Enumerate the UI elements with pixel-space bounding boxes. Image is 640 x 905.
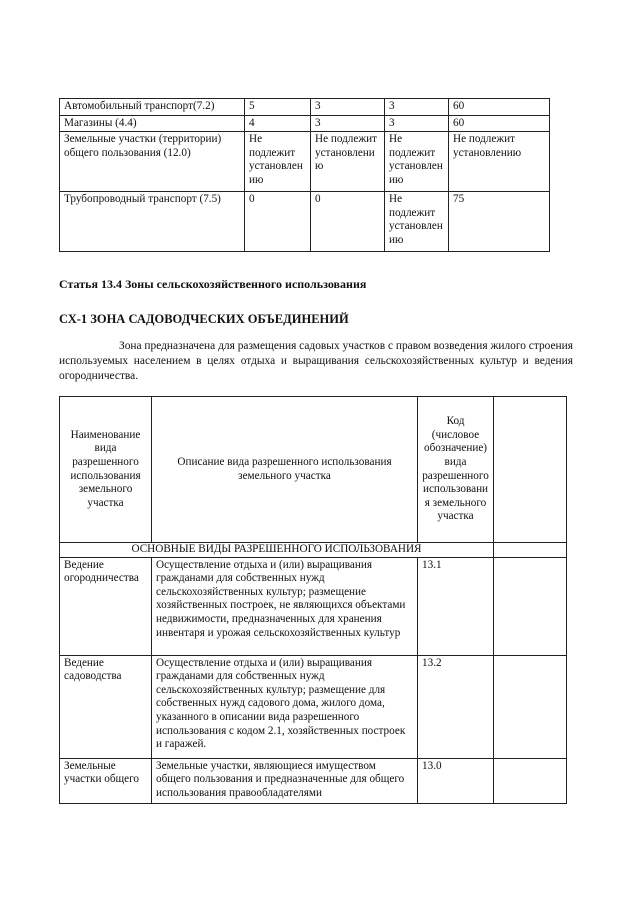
use-code: 13.0 bbox=[418, 758, 494, 803]
table-cell: Земельные участки (территории) общего пользования (12.0) bbox=[60, 132, 245, 192]
table-cell: Не подлежит установлению bbox=[449, 132, 550, 192]
table-cell bbox=[494, 557, 567, 655]
use-name: Земельные участки общего bbox=[60, 758, 152, 803]
table-cell: 3 bbox=[385, 99, 449, 116]
section-title: ОСНОВНЫЕ ВИДЫ РАЗРЕШЕННОГО ИСПОЛЬЗОВАНИЯ bbox=[60, 543, 494, 558]
table-cell: Магазины (4.4) bbox=[60, 115, 245, 132]
table-cell: 60 bbox=[449, 115, 550, 132]
zone-intro-paragraph: Зона предназначена для размещения садовых участков с правом возведения жилого строения используемых населением в целях отдыха и выращивания сельскохозяйственных культур и ведения огородничества. bbox=[59, 340, 573, 382]
table-row bbox=[60, 655, 567, 758]
header-name: Наименование вида разрешенного использования земельного участка bbox=[60, 397, 152, 543]
table-row bbox=[60, 132, 550, 192]
header-code: Код (числовое обозначение) вида разрешенного использования земельного участка bbox=[418, 397, 494, 543]
table-cell: 0 bbox=[311, 192, 385, 252]
use-description: Осуществление отдыха и (или) выращивания гражданами для собственных нужд сельскохозяйственных культур; размещение хозяйственных построек, не являющихся объектами недвижимости, предназначенных для хранения инвентаря и урожая сельскохозяйственных культур bbox=[152, 557, 418, 655]
table-cell: Трубопроводный транспорт (7.5) bbox=[60, 192, 245, 252]
use-description: Земельные участки, являющиеся имуществом общего пользования и предназначенные для общего использования правообладателями bbox=[152, 758, 418, 803]
use-name: Ведение огородничества bbox=[60, 557, 152, 655]
article-title: Статья 13.4 Зоны сельскохозяйственного использования bbox=[59, 277, 367, 291]
building-parameters-table bbox=[59, 98, 550, 252]
table-cell bbox=[494, 543, 567, 558]
table-cell: Не подлежит установлению bbox=[385, 192, 449, 252]
table-row bbox=[60, 557, 567, 655]
header-extra bbox=[494, 397, 567, 543]
header-description: Описание вида разрешенного использования земельного участка bbox=[152, 397, 418, 543]
use-code: 13.1 bbox=[418, 557, 494, 655]
table-cell bbox=[494, 758, 567, 803]
table-cell: 3 bbox=[311, 99, 385, 116]
use-code: 13.2 bbox=[418, 655, 494, 758]
table-cell: Не подлежит установлению bbox=[385, 132, 449, 192]
table-cell bbox=[494, 655, 567, 758]
table-row bbox=[60, 192, 550, 252]
table-cell: 3 bbox=[385, 115, 449, 132]
table-row bbox=[60, 99, 550, 116]
permitted-use-table bbox=[59, 396, 567, 804]
table-row bbox=[60, 758, 567, 803]
use-description: Осуществление отдыха и (или) выращивания гражданами для собственных нужд сельскохозяйственных культур; размещение для собственных нужд садового дома, жилого дома, указанного в описании вида разрешенного использования с кодом 2.1, хозяйственных построек и гаражей. bbox=[152, 655, 418, 758]
section-row bbox=[60, 543, 567, 558]
table-row bbox=[60, 115, 550, 132]
table-cell: 0 bbox=[245, 192, 311, 252]
table-cell: 60 bbox=[449, 99, 550, 116]
table-cell: 5 bbox=[245, 99, 311, 116]
table-cell: 4 bbox=[245, 115, 311, 132]
table-cell: 75 bbox=[449, 192, 550, 252]
table-header-row bbox=[60, 397, 567, 543]
use-name: Ведение садоводства bbox=[60, 655, 152, 758]
zone-title: СХ-1 ЗОНА САДОВОДЧЕСКИХ ОБЪЕДИНЕНИЙ bbox=[59, 312, 349, 326]
table-cell: Не подлежит установлению bbox=[311, 132, 385, 192]
table-cell: Автомобильный транспорт(7.2) bbox=[60, 99, 245, 116]
table-cell: 3 bbox=[311, 115, 385, 132]
table-cell: Не подлежит установлению bbox=[245, 132, 311, 192]
